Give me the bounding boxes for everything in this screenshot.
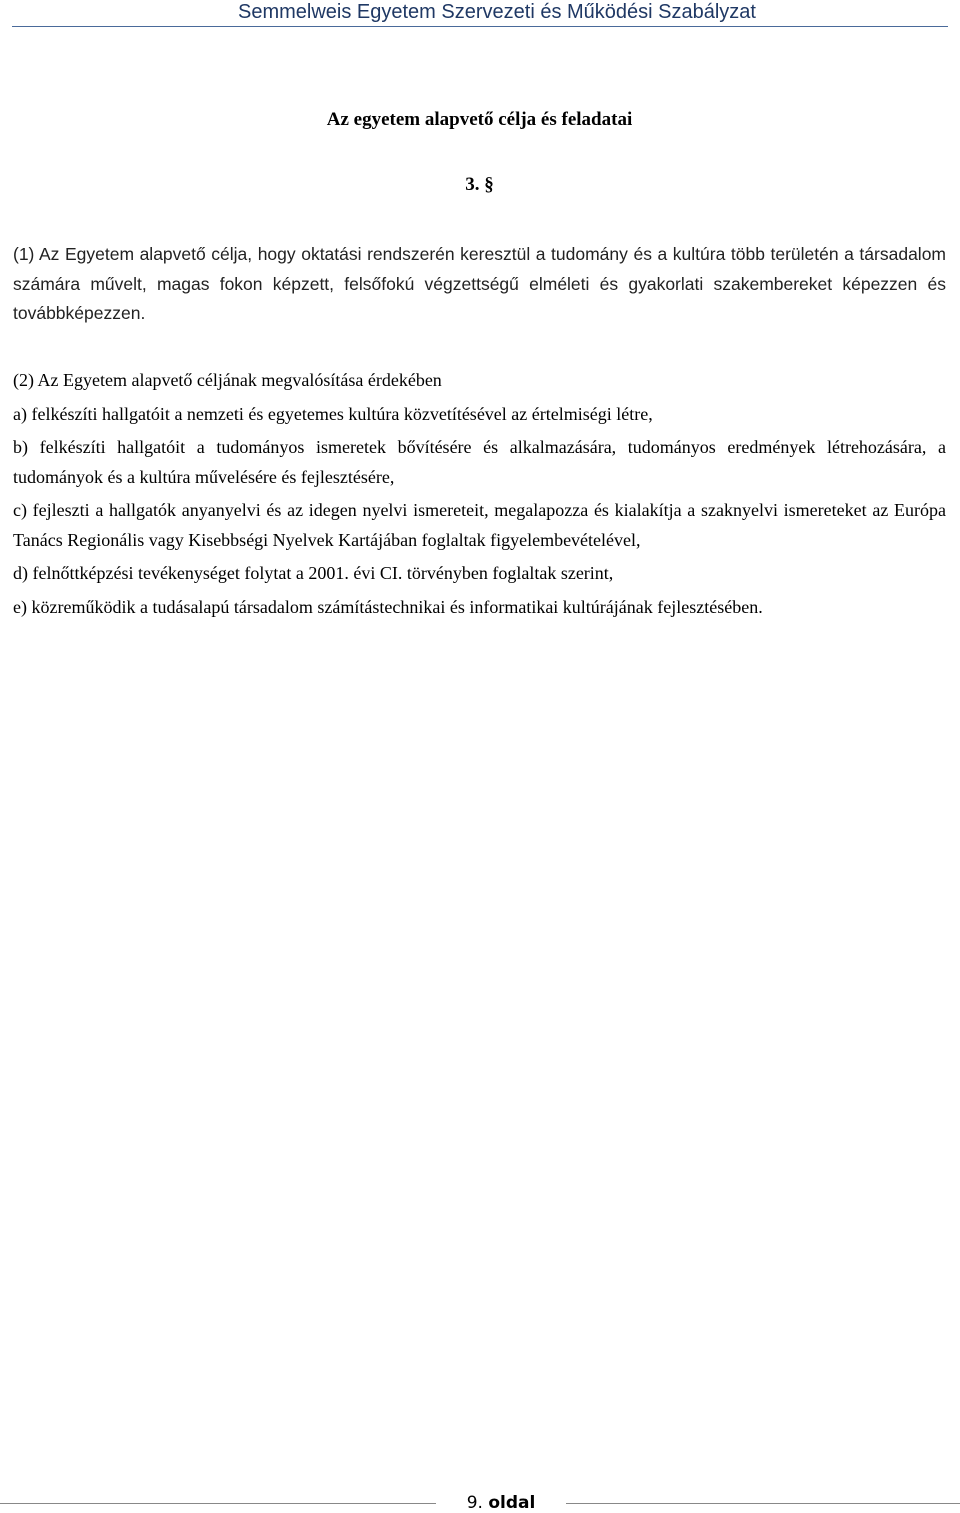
running-header [0,0,960,26]
paragraph-2 [13,366,946,626]
page-number [436,1493,566,1513]
footer-divider-left [0,1503,436,1504]
page-number-label: oldal [488,1493,536,1513]
list-item-c: c) fejleszti a hallgatók anyanyelvi és az idegen nyelvi ismereteit, megalapozza és kialakítja a szaknyelvi ismereteket az Európa Tanács Regionális vagy Kisebbségi Nyelvek Kartájában foglaltak figyelembevételével, [13,500,946,550]
paragraph-2-intro: (2) Az Egyetem alapvető céljának megvalósítása érdekében [13,370,442,390]
list-item-b: b) felkészíti hallgatóit a tudományos ismeretek bővítésére és alkalmazására, tudományos eredmények létrehozására, a tudományok és a kultúra művelésére és fejlesztésére, [13,437,946,487]
document-title: Semmelweis Egyetem Szervezeti és Működési Szabályzat [238,1,756,23]
section-number: 3. § [465,174,494,195]
page-number-value: 9. [466,1493,483,1513]
list-item-e: e) közreműködik a tudásalapú társadalom számítástechnikai és informatikai kultúrájának fejlesztésében. [13,596,763,617]
section-title: Az egyetem alapvető célja és feladatai [326,109,633,130]
header-divider [12,26,948,27]
list-item-a: a) felkészíti hallgatóit a nemzeti és egyetemes kultúra közvetítésével az értelmiségi létre, [13,403,653,424]
paragraph-1: (1) Az Egyetem alapvető célja, hogy oktatási rendszerén keresztül a tudomány és a kultúra több területén a társadalom számára művelt, magas fokon képzett, felsőfokú végzettségű elméleti és gyakorlati szakembereket képezzen és továbbképezzen. [13,244,946,323]
page-footer [0,1488,960,1513]
list-item-d: d) felnőttképzési tevékenységet folytat a 2001. évi CI. törvényben foglaltak szerint, [13,563,614,583]
footer-divider-right [566,1503,960,1504]
